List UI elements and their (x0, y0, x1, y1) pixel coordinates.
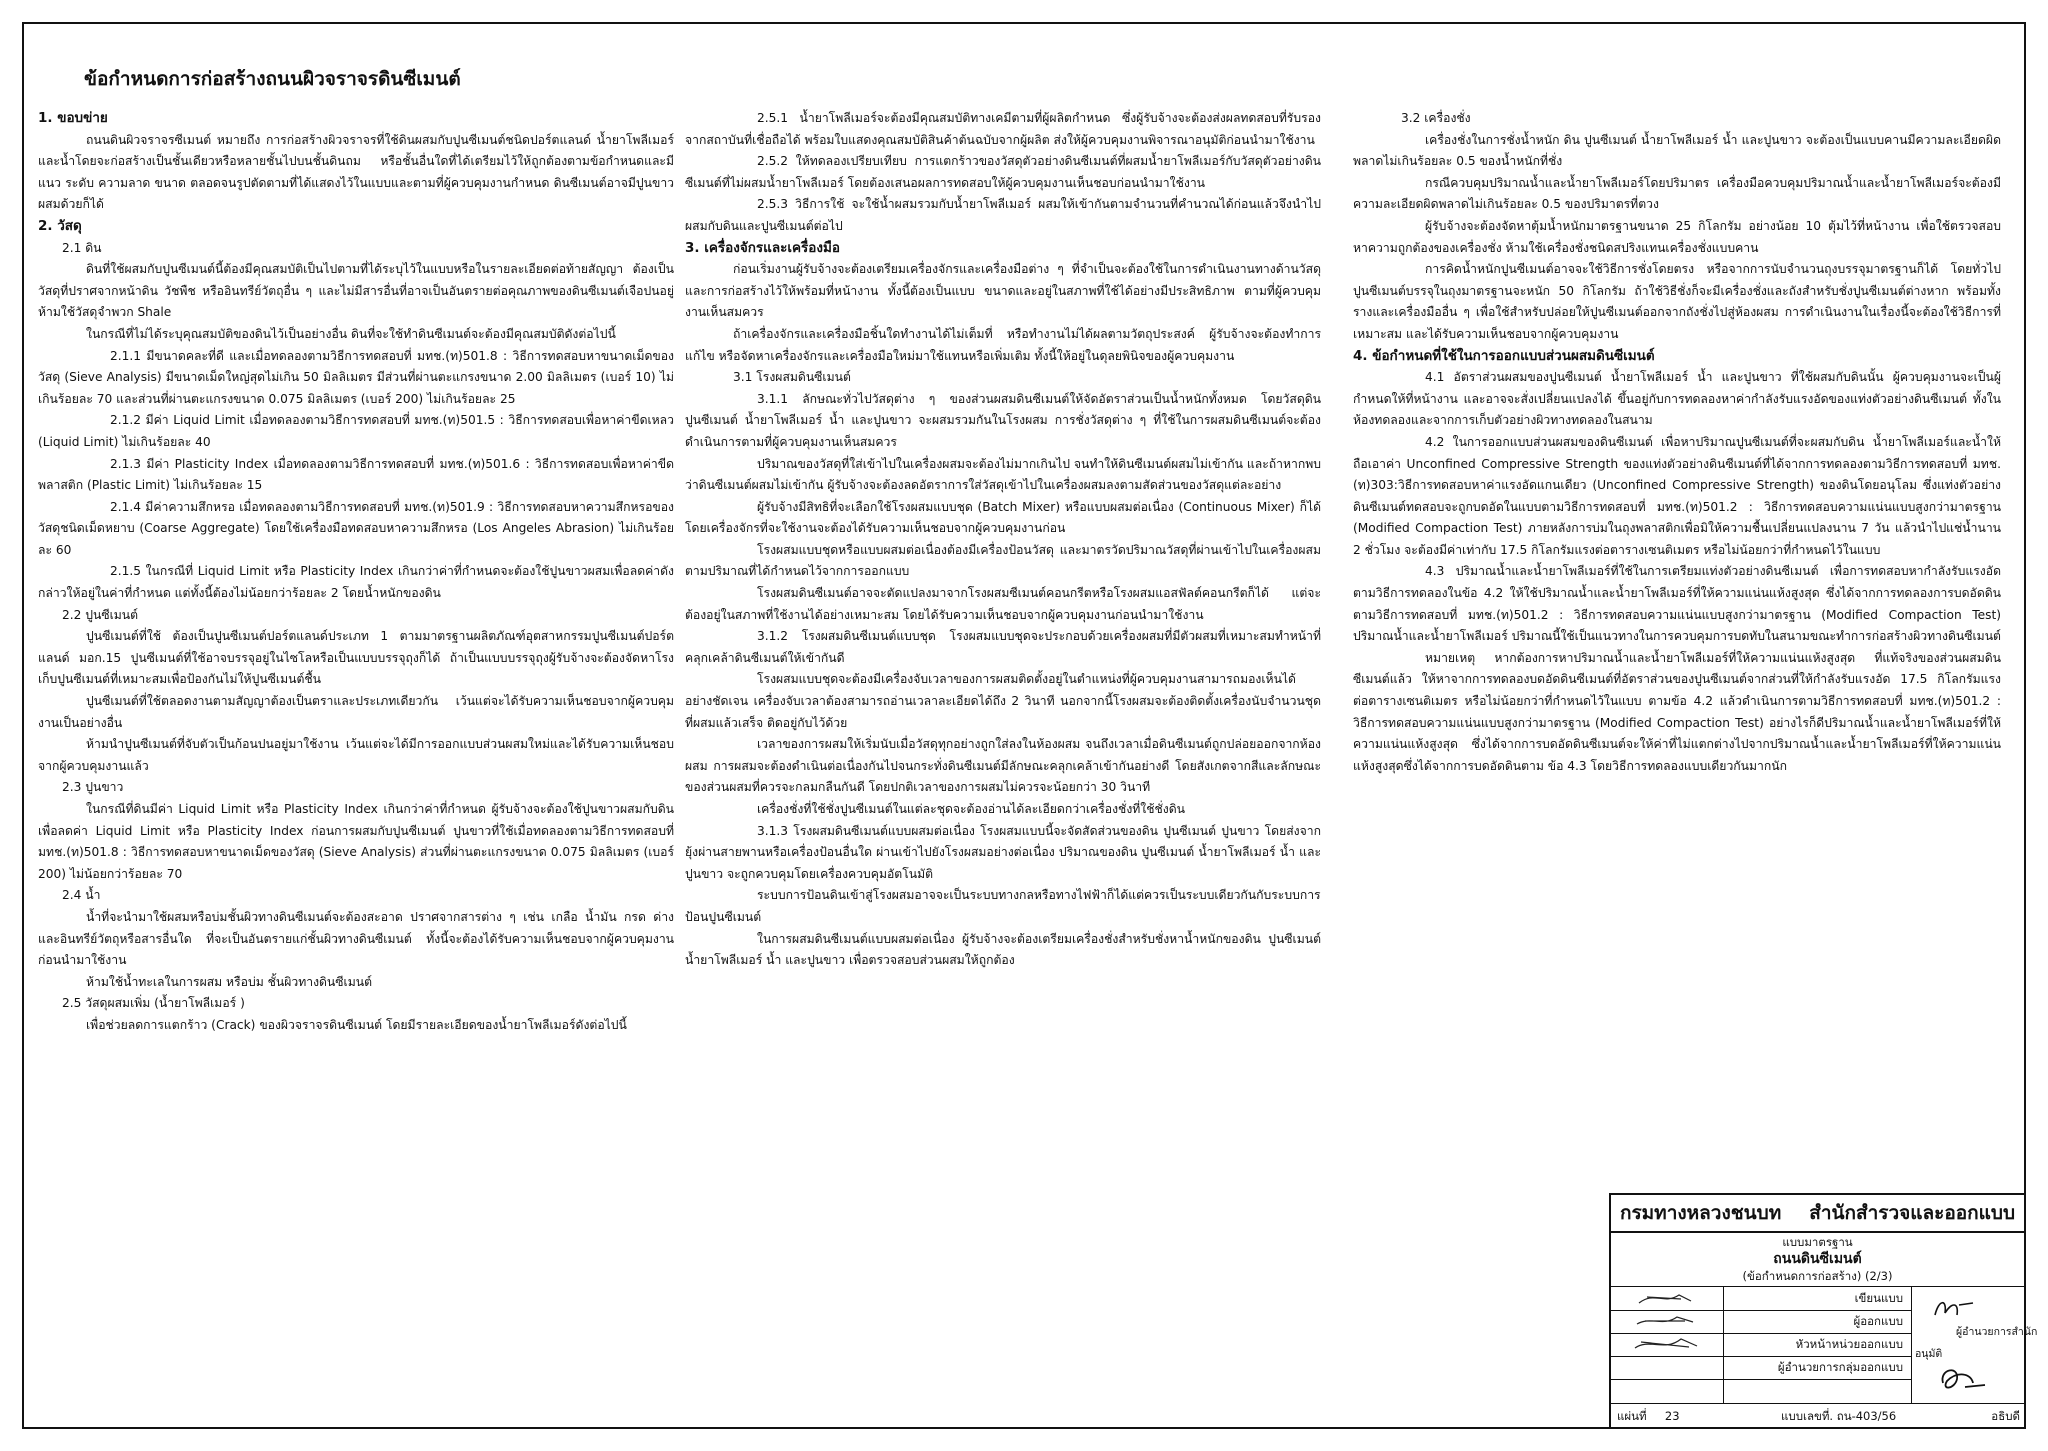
paragraph: กรณีควบคุมปริมาณน้ำและน้ำยาโพลีเมอร์โดยปริมาตร เครื่องมือควบคุมปริมาณน้ำและน้ำยาโพลีเมอร์จะต้องมีความละเอียดผิดพลาดไม่เกินร้อยละ 0.5 ของปริมาตรที่ตวง (1353, 175, 2001, 212)
paragraph: 4.1 อัตราส่วนผสมของปูนซีเมนต์ น้ำยาโพลีเมอร์ น้ำ และปูนขาว ที่ใช้ผสมกับดินนั้น ผู้ควบคุมงานจะเป็นผู้กำหนดให้ที่หน้างาน และอาจจะสั่งเปลี่ยนแปลงได้ ขึ้นอยู่กับการทดลองหาค่ากำลังรับแรงอัดของแท่งตัวอย่างดินซีเมนต์ ทั้งในห้องทดลองและจากการเก็บตัวอย่างผิวทางทดลองในสนาม (1353, 370, 2001, 428)
text-column-2 (685, 108, 1321, 972)
paragraph: ในกรณีที่ดินมีค่า Liquid Limit หรือ Plasticity Index เกินกว่าค่าที่กำหนด ผู้รับจ้างจะต้องใช้ปูนขาวผสมกับดิน เพื่อลดค่า Liquid Limit หรือ Plasticity Index ก่อนการผสมกับปูนซีเมนต์ ปูนขาวที่ใช้เมื่อทดลองตามวิธีการทดสอบที่ มทช.(ท)501.8 : วิธีการทดสอบหาขนาดเม็ดของวัสดุ (Sieve Analysis) ส่วนที่ผ่านตะแกรงขนาด 0.075 มิลลิเมตร (เบอร์ 200) ไม่น้อยกว่าร้อยละ 70 (38, 802, 674, 881)
paragraph: 2.5.3 วิธีการใช้ จะใช้น้ำผสมรวมกับน้ำยาโพลีเมอร์ ผสมให้เข้ากันตามจำนวนที่คำนวณได้ก่อนแล้วจึงนำไปผสมกับดินและปูนซีเมนต์ต่อไป (685, 197, 1321, 233)
paragraph: ระบบการป้อนดินเข้าสู่โรงผสมอาจจะเป็นระบบทางกลหรือทางไฟฟ้าก็ได้แต่ควรเป็นระบบเดียวกันกับระบบการป้อนปูนซีเมนต์ (685, 888, 1321, 924)
paragraph: 4.2 ในการออกแบบส่วนผสมของดินซีเมนต์ เพื่อหาปริมาณปูนซีเมนต์ที่จะผสมกับดิน น้ำยาโพลีเมอร์และน้ำให้ถือเอาค่า Unconfined Compressive Strength ของแท่งตัวอย่างดินซีเมนต์ที่ได้จากการทดลองตามวิธีการทดสอบที่ มทช.(ท)303:วิธีการทดสอบหาค่าแรงอัดแกนเดียว (Unconfined Compressive Strength) ของดินโดยอนุโลม ซึ่งแท่งตัวอย่างดินซีเมนต์ทดสอบจะถูกบดอัดในแบบตามวิธีการทดสอบที่ มทช.(ท)501.2 : วิธีการทดสอบความแน่นแบบสูงกว่ามาตรฐาน (Modified Compaction Test) ภายหลังการบ่มในถุงพลาสติกเพื่อมิให้ความชื้นเปลี่ยนแปลงนาน 7 วัน แล้วนำไปแช่น้ำนาน 2 ชั่วโมง จะต้องมีค่าเท่ากับ 17.5 กิโลกรัมแรงต่อตารางเซนติเมตร หรือไม่น้อยกว่าที่กำหนดไว้ในแบบ (1353, 434, 2001, 557)
role-row-designer (1611, 1310, 1911, 1334)
paragraph: น้ำที่จะนำมาใช้ผสมหรือบ่มชั้นผิวทางดินซีเมนต์จะต้องสะอาด ปราศจากสารต่าง ๆ เช่น เกลือ น้ำมัน กรด ด่าง และอินทรีย์วัตถุหรือสารอื่นใด ที่จะเป็นอันตรายแก่ชั้นผิวทางดินซีเมนต์ ทั้งนี้จะต้องได้รับความเห็นชอบจากผู้ควบคุมงานก่อนนำมาใช้งาน (38, 909, 674, 968)
standard-name: ถนนดินซีเมนต์ (1773, 1251, 1862, 1267)
paragraph: 3.1 โรงผสมดินซีเมนต์ (733, 370, 851, 385)
form-number: แบบเลขที่. ถน-403/56 (1781, 1409, 1897, 1423)
paragraph: 2.1 ดิน (62, 240, 102, 255)
signature-designer-icon (1619, 1312, 1719, 1330)
paragraph: 2.2 ปูนซีเมนต์ (62, 607, 139, 622)
sheet-number: แผ่นที่ 23 (1617, 1409, 1680, 1423)
paragraph: ในการผสมดินซีเมนต์แบบผสมต่อเนื่อง ผู้รับจ้างจะต้องเตรียมเครื่องชั่งสำหรับชั่งหาน้ำหนักของดิน ปูนซีเมนต์ น้ำยาโพลีเมอร์ น้ำ และปูนขาว เพื่อตรวจสอบส่วนผสมให้ถูกต้อง (685, 931, 1321, 968)
text-column-3 (1353, 108, 2001, 777)
document-title: ข้อกำหนดการก่อสร้างถนนผิวจราจรดินซีเมนต์ (84, 68, 461, 90)
standard-subtitle: (ข้อกำหนดการก่อสร้าง) (2/3) (1742, 1269, 1893, 1283)
title-block-divider (1911, 1287, 1912, 1403)
standard-label: แบบมาตรฐาน (1782, 1235, 1853, 1249)
paragraph: ห้ามใช้น้ำทะเลในการผสม หรือบ่ม ชั้นผิวทางดินซีเมนต์ (86, 974, 372, 989)
paragraph: 3.2 เครื่องชั่ง (1401, 111, 1471, 125)
paragraph: ถนนดินผิวจราจรซีเมนต์ หมายถึง การก่อสร้างผิวจราจรที่ใช้ดินผสมกับปูนซีเมนต์ชนิดปอร์ตแลนด์ น้ำยาโพลีเมอร์และน้ำโดยจะก่อสร้างเป็นชั้นเดียวหรือหลายชั้นไปบนชั้นดินถม หรือชั้นอื่นใดที่ได้เตรียมไว้ให้ถูกต้องตามข้อกำหนดและมีแนว ระดับ ความลาด ขนาด ตลอดจนรูปตัดตามที่ได้แสดงไว้ในแบบและตามที่ผู้ควบคุมงานกำหนด ดินซีเมนต์อาจมีปูนขาวผสมด้วยก็ได้ (38, 132, 674, 212)
role-row-group-director (1611, 1356, 1911, 1380)
section-heading: 1. ขอบข่าย (38, 110, 108, 126)
paragraph: เวลาของการผสมให้เริ่มนับเมื่อวัสดุทุกอย่างถูกใส่ลงในห้องผสม จนถึงเวลาเมื่อดินซีเมนต์ถูกปล่อยออกจากห้องผสม การผสมจะต้องดำเนินต่อเนื่องกันไปจนกระทั่งดินซีเมนต์มีลักษณะคลุกเคล้าเข้ากันอย่างดี โดยสังเกตจากสีและลักษณะของส่วนผสมที่ควรจะกลมกลืนกันดี โดยปกติเวลาของการผสมไม่ควรจะน้อยกว่า 30 วินาที (685, 737, 1321, 795)
paragraph: โรงผสมดินซีเมนต์อาจจะตัดแปลงมาจากโรงผสมซีเมนต์คอนกรีตหรือโรงผสมแอสฟัลต์คอนกรีตก็ได้ แต่จะต้องอยู่ในสภาพที่ใช้งานได้อย่างเหมาะสม โดยได้รับความเห็นชอบจากผู้ควบคุมงานก่อนนำมาใช้งาน (685, 586, 1321, 622)
section-heading: 3. เครื่องจักรและเครื่องมือ (685, 239, 840, 256)
approver-title: อธิบดี (1991, 1409, 2020, 1423)
paragraph: 2.3 ปูนขาว (62, 780, 124, 795)
paragraph: การคิดน้ำหนักปูนซีเมนต์อาจจะใช้วิธีการชั่งโดยตรง หรือจากการนับจำนวนถุงบรรจุมาตรฐานก็ได้ โดยทั่วไปปูนซีเมนต์บรรจุในถุงมาตรฐานจะหนัก 50 กิโลกรัม ถ้าใช้วิธีชั่งก็จะมีเครื่องชั่งและถังสำหรับชั่งปูนซีเมนต์ต่างหาก พร้อมทั้งรางและเครื่องมืออื่น ๆ เพื่อใช้สำหรับปล่อยให้ปูนซีเมนต์ออกจากถังชั่งไปสู่ห้องผสม การดำเนินงานในเรื่องนี้จะต้องใช้วิธีการที่เหมาะสม และได้รับความเห็นชอบจากผู้ควบคุมงาน (1353, 262, 2001, 341)
paragraph: ผู้รับจ้างมีสิทธิที่จะเลือกใช้โรงผสมแบบชุด (Batch Mixer) หรือแบบผสมต่อเนื่อง (Continuous Mixer) ก็ได้โดยเครื่องจักรที่จะใช้งานจะต้องได้รับความเห็นชอบจากผู้ควบคุมงานก่อน (685, 499, 1321, 536)
title-block-divider (1723, 1287, 1724, 1403)
paragraph: 4.3 ปริมาณน้ำและน้ำยาโพลีเมอร์ที่ใช้ในการเตรียมแท่งตัวอย่างดินซีเมนต์ เพื่อการทดสอบหากำลังรับแรงอัดตามวิธีการทดลองในข้อ 4.2 ให้ใช้ปริมาณน้ำและน้ำยาโพลีเมอร์ที่ให้ความแน่นแห้งสูงสุด ซึ่งได้จากการทดลองการบดอัดดิน ตามวิธีการทดสอบที่ มทช.(ท)501.2 : วิธีการทดสอบความแน่นแบบสูงกว่ามาตรฐาน (Modified Compaction Test) ปริมาณน้ำและน้ำยาโพลีเมอร์ ปริมาณนี้ใช้เป็นแนวทางในการควบคุมการบดทับในสนามขณะทำการก่อสร้างผิวทางดินซีเมนต์ (1353, 564, 2001, 644)
paragraph: 2.1.2 มีค่า Liquid Limit เมื่อทดลองตามวิธีการทดสอบที่ มทช.(ท)501.5 : วิธีการทดสอบเพื่อหาค่าขีดเหลว (Liquid Limit) ไม่เกินร้อยละ 40 (38, 413, 674, 449)
role-label: หัวหน้าหน่วยออกแบบ (1795, 1337, 1903, 1351)
paragraph: เพื่อช่วยลดการแตกร้าว (Crack) ของผิวจราจรดินซีเมนต์ โดยมีรายละเอียดของน้ำยาโพลีเมอร์ดังต่อไปนี้ (86, 1017, 627, 1032)
paragraph: 2.1.3 มีค่า Plasticity Index เมื่อทดลองตามวิธีการทดสอบที่ มทช.(ท)501.6 : วิธีการทดสอบเพื่อหาค่าขีดพลาสติก (Plastic Limit) ไม่เกินร้อยละ 15 (38, 456, 674, 493)
paragraph: ก่อนเริ่มงานผู้รับจ้างจะต้องเตรียมเครื่องจักรและเครื่องมือต่าง ๆ ที่จำเป็นจะต้องใช้ในการดำเนินงานทางด้านวัสดุ และการก่อสร้างไว้ให้พร้อมที่หน้างาน ทั้งนี้ต้องเป็นแบบ ขนาดและอยู่ในสภาพที่ใช้ได้อย่างมีประสิทธิภาพ ตามที่ผู้ควบคุมงานเห็นสมควร (685, 262, 1321, 320)
paragraph: ห้ามนำปูนซีเมนต์ที่จับตัวเป็นก้อนปนอยู่มาใช้งาน เว้นแต่จะได้มีการออกแบบส่วนผสมใหม่และได้รับความเห็นชอบจากผู้ควบคุมงานแล้ว (38, 737, 674, 773)
role-row-drafter (1611, 1287, 1911, 1311)
paragraph: ปูนซีเมนต์ที่ใช้ ต้องเป็นปูนซีเมนต์ปอร์ตแลนด์ประเภท 1 ตามมาตรฐานผลิตภัณฑ์อุตสาหกรรมปูนซีเมนต์ปอร์ตแลนด์ มอก.15 ปูนซีเมนต์ที่ใช้อาจบรรจุอยู่ในไซโลหรือเป็นแบบบรรจุถุงก็ได้ ถ้าเป็นแบบบรรจุถุงผู้รับจ้างจะต้องจัดหาโรงเก็บปูนซีเมนต์ที่เหมาะสมเพื่อป้องกันไม่ให้ปูนซีเมนต์ชื้น (38, 629, 674, 687)
role-label: เขียนแบบ (1854, 1291, 1903, 1305)
paragraph: เครื่องชั่งในการชั่งน้ำหนัก ดิน ปูนซีเมนต์ น้ำยาโพลีเมอร์ น้ำ และปูนขาว จะต้องเป็นแบบคานมีความละเอียดผิดพลาดไม่เกินร้อยละ 0.5 ของน้ำหนักที่ชั่ง (1353, 132, 2001, 169)
paragraph: 2.1.4 มีค่าความสึกหรอ เมื่อทดลองตามวิธีการทดสอบที่ มทช.(ท)501.9 : วิธีการทดสอบหาความสึกหรอของวัสดุชนิดเม็ดหยาบ (Coarse Aggregate) โดยใช้เครื่องมือทดสอบหาความสึกหรอ (Los Angeles Abrasion) ไม่เกินร้อยละ 60 (38, 499, 674, 557)
paragraph: ปริมาณของวัสดุที่ใส่เข้าไปในเครื่องผสมจะต้องไม่มากเกินไป จนทำให้ดินซีเมนต์ผสมไม่เข้ากัน และถ้าหากพบว่าดินซีเมนต์ผสมไม่เข้ากัน ผู้รับจ้างจะต้องลดอัตราการใส่วัสดุเข้าไปในเครื่องผสมลงตามสัดส่วนของวัสดุแต่ละอย่าง (685, 456, 1321, 493)
paragraph: 2.5.1 น้ำยาโพลีเมอร์จะต้องมีคุณสมบัติทางเคมีตามที่ผู้ผลิตกำหนด ซึ่งผู้รับจ้างจะต้องส่งผลทดสอบที่รับรองจากสถาบันที่เชื่อถือได้ พร้อมใบแสดงคุณสมบัติสินค้าต้นฉบับจากผู้ผลิต ส่งให้ผู้ควบคุมงานพิจารณาอนุมัติก่อนนำมาใช้งาน (685, 111, 1321, 147)
office-director-label: ผู้อำนวยการสำนัก (1956, 1326, 2038, 1338)
title-block (1609, 1193, 2038, 1429)
text-column-1 (38, 108, 674, 1037)
paragraph: ในกรณีที่ไม่ได้ระบุคุณสมบัติของดินไว้เป็นอย่างอื่น ดินที่จะใช้ทำดินซีเมนต์จะต้องมีคุณสมบัติดังต่อไปนี้ (86, 326, 616, 341)
signature-drafter-icon (1619, 1289, 1719, 1307)
section-heading: 4. ข้อกำหนดที่ใช้ในการออกแบบส่วนผสมดินซีเมนต์ (1353, 347, 1655, 364)
paragraph: 2.5 วัสดุผสมเพิ่ม (น้ำยาโพลีเมอร์ ) (62, 996, 245, 1011)
org-name: กรมทางหลวงชนบท (1619, 1202, 1782, 1224)
role-label: ผู้ออกแบบ (1853, 1314, 1903, 1328)
signature-approver-icon (1933, 1361, 1989, 1395)
role-label: ผู้อำนวยการกลุ่มออกแบบ (1777, 1360, 1903, 1374)
office-name: สำนักสำรวจและออกแบบ (1809, 1202, 2016, 1224)
paragraph: โรงผสมแบบชุดจะต้องมีเครื่องจับเวลาของการผสมติดตั้งอยู่ในตำแหน่งที่ผู้ควบคุมงานสามารถมองเห็นได้อย่างชัดเจน เครื่องจับเวลาต้องสามารถอ่านเวลาละเอียดได้ถึง 2 วินาที นอกจากนี้โรงผสมจะต้องติดตั้งเครื่องนับจำนวนชุดที่ผสมแล้วเสร็จ ติดอยู่กับไว้ด้วย (685, 672, 1321, 730)
signature-unit-head-icon (1619, 1335, 1719, 1353)
title-block-footer (1611, 1403, 2024, 1428)
paragraph: โรงผสมแบบชุดหรือแบบผสมต่อเนื่องต้องมีเครื่องป้อนวัสดุ และมาตรวัดปริมาณวัสดุที่ผ่านเข้าไปในเครื่องผสมตามปริมาณที่ได้กำหนดไว้จากการออกแบบ (685, 542, 1321, 579)
title-block-standard (1611, 1231, 2024, 1287)
paragraph: เครื่องชั่งที่ใช้ชั่งปูนซีเมนต์ในแต่ละชุดจะต้องอ่านได้ละเอียดกว่าเครื่องชั่งที่ใช้ชั่งดิน (757, 802, 1185, 816)
paragraph: 2.4 น้ำ (62, 888, 101, 903)
paragraph: ปูนซีเมนต์ที่ใช้ตลอดงานตามสัญญาต้องเป็นตราและประเภทเดียวกัน เว้นแต่จะได้รับความเห็นชอบจากผู้ควบคุมงานเป็นอย่างอื่น (38, 694, 674, 730)
paragraph: ดินที่ใช้ผสมกับปูนซีเมนต์นี้ต้องมีคุณสมบัติเป็นไปตามที่ได้ระบุไว้ในแบบหรือในรายละเอียดต่อท้ายสัญญา ต้องเป็นวัสดุที่ปราศจากหน้าดิน วัชพืช หรืออินทรีย์วัตถุอื่น ๆ และไม่มีสารอื่นที่อาจเป็นอันตรายต่อคุณภาพของดินซีเมนต์เจือปนอยู่ ห้ามใช้วัสดุจำพวก Shale (38, 262, 674, 320)
approve-label: อนุมัติ (1915, 1348, 1943, 1360)
title-block-organization (1611, 1195, 2024, 1233)
paragraph: 3.1.2 โรงผสมดินซีเมนต์แบบชุด โรงผสมแบบชุดจะประกอบด้วยเครื่องผสมที่มีตัวผสมที่เหมาะสมทำหน้าที่คลุกเคล้าดินซีเมนต์ให้เข้ากันดี (685, 629, 1321, 665)
signature-office-director-icon (1929, 1295, 1979, 1321)
paragraph: หมายเหตุ หากต้องการหาปริมาณน้ำและน้ำยาโพลีเมอร์ที่ให้ความแน่นแห้งสูงสุด ที่แท้จริงของส่วนผสมดินซีเมนต์แล้ว ให้หาจากการทดลองบดอัดดินซีเมนต์ที่อัตราส่วนของปูนซีเมนต์จากส่วนที่ให้กำลังรับแรงอัด 17.5 กิโลกรัมแรงต่อตารางเซนติเมตร หรือไม่น้อยกว่าที่กำหนดไว้ในแบบ ตามข้อ 4.2 แล้วดำเนินการตามวิธีการทดสอบที่ มทช.(ท)501.2 : วิธีการทดสอบความแน่นแบบสูงกว่ามาตรฐาน (Modified Compaction Test) อย่างไรก็ดีปริมาณน้ำและน้ำยาโพลีเมอร์ที่ให้ความแน่นแห้งสูงสุด ซึ่งได้จากการบดอัดดินซีเมนต์จะให้ค่าที่ไม่แตกต่างไปจากปริมาณน้ำและน้ำยาโพลีเมอร์ที่ให้ความแน่นแห้งสูงสุดซึ่งได้จากการบดอัดดินตาม ข้อ 4.3 โดยวิธีการทดลองแบบเดียวกันมากนัก (1353, 650, 2001, 773)
paragraph: 2.1.1 มีขนาดคละที่ดี และเมื่อทดลองตามวิธีการทดสอบที่ มทช.(ท)501.8 : วิธีการทดสอบหาขนาดเม็ดของวัสดุ (Sieve Analysis) มีขนาดเม็ดใหญ่สุดไม่เกิน 50 มิลลิเมตร มีส่วนที่ผ่านตะแกรงขนาด 2.00 มิลลิเมตร (เบอร์ 10) ไม่เกินร้อยละ 70 และส่วนที่ผ่านตะแกรงขนาด 0.075 มิลลิเมตร (เบอร์ 200) ไม่เกินร้อยละ 25 (38, 348, 674, 406)
paragraph: 2.5.2 ให้ทดลองเปรียบเทียบ การแตกร้าวของวัสดุตัวอย่างดินซีเมนต์ที่ผสมน้ำยาโพลีเมอร์กับวัสดุตัวอย่างดินซีเมนต์ที่ไม่ผสมน้ำยาโพลีเมอร์ โดยต้องเสนอผลการทดสอบให้ผู้ควบคุมงานเห็นชอบก่อนนำมาใช้งาน (685, 154, 1321, 190)
paragraph: 3.1.1 ลักษณะทั่วไปวัสดุต่าง ๆ ของส่วนผสมดินซีเมนต์ให้จัดอัตราส่วนเป็นน้ำหนักทั้งหมด โดยวัสดุดิน ปูนซีเมนต์ น้ำยาโพลีเมอร์ น้ำ และปูนขาว จะผสมรวมกันในโรงผสม การชั่งวัสดุต่าง ๆ ที่ใช้ในการผสมดินซีเมนต์จะต้องดำเนินการตามที่ผู้ควบคุมงานเห็นสมควร (685, 391, 1321, 449)
paragraph: 2.1.5 ในกรณีที่ Liquid Limit หรือ Plasticity Index เกินกว่าค่าที่กำหนดจะต้องใช้ปูนขาวผสมเพื่อลดค่าดังกล่าวให้อยู่ในค่าที่กำหนด แต่ทั้งนี้ต้องไม่น้อยกว่าร้อยละ 2 โดยน้ำหนักของดิน (38, 564, 674, 601)
section-heading: 2. วัสดุ (38, 217, 82, 234)
role-row-unit-head (1611, 1333, 1911, 1357)
paragraph: ผู้รับจ้างจะต้องจัดหาตุ้มน้ำหนักมาตรฐานขนาด 25 กิโลกรัม อย่างน้อย 10 ตุ้มไว้ที่หน้างาน เพื่อใช้ตรวจสอบหาความถูกต้องของเครื่องชั่ง ห้ามใช้เครื่องชั่งชนิดสปริงแทนเครื่องชั่งแบบคาน (1353, 218, 2001, 255)
paragraph: 3.1.3 โรงผสมดินซีเมนต์แบบผสมต่อเนื่อง โรงผสมแบบนี้จะจัดสัดส่วนของดิน ปูนซีเมนต์ ปูนขาว โดยส่งจากยุ้งผ่านสายพานหรือเครื่องป้อนอื่นใด ผ่านเข้าไปยังโรงผสมอย่างต่อเนื่อง ปริมาณของดิน ปูนซีเมนต์ น้ำยาโพลีเมอร์ น้ำ และปูนขาว จะถูกควบคุมโดยเครื่องควบคุมอัตโนมัติ (685, 823, 1321, 881)
paragraph: ถ้าเครื่องจักรและเครื่องมือชิ้นใดทำงานได้ไม่เต็มที่ หรือทำงานไม่ได้ผลตามวัตถุประสงค์ ผู้รับจ้างจะต้องทำการแก้ไข หรือจัดหาเครื่องจักรและเครื่องมือใหม่มาใช้แทนหรือเพิ่มเติม ทั้งนี้ให้อยู่ในดุลยพินิจของผู้ควบคุมงาน (685, 326, 1321, 363)
